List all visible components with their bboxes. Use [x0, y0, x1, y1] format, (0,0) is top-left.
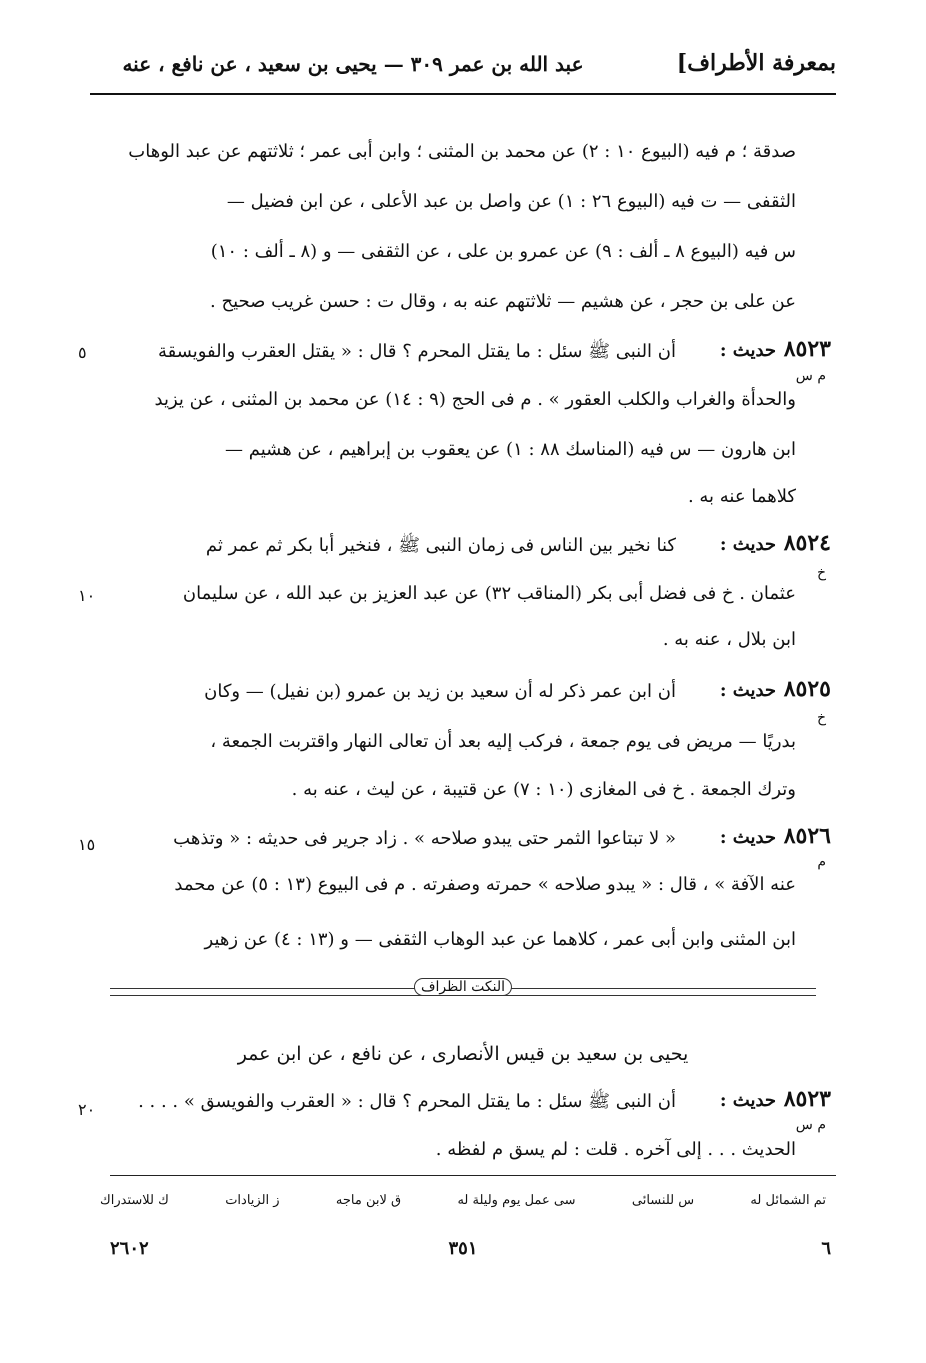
- legend-item: ق لابن ماجه: [335, 1193, 402, 1208]
- divider-label: النكت الظراف: [414, 978, 512, 996]
- legend-item: تم الشمائل له: [750, 1193, 826, 1208]
- text-line: أن النبى ﷺ سئل : ما يقتل المحرم ؟ قال : « يقتل العقرب والفويسقة: [157, 341, 676, 362]
- margin-line-number: ٥: [78, 343, 87, 362]
- margin-line-number: ١٠: [78, 586, 96, 605]
- header-right-title: بمعرفة الأطراف]: [676, 50, 836, 76]
- legend-item: ز الزيادات: [225, 1193, 280, 1208]
- hadith-number: ٨٥٢٦ حديث :: [719, 823, 831, 849]
- text-line: وترك الجمعة . خ فى المغازى (١٠ : ٧) عن قتيبة ، عن ليث ، عنه به .: [291, 779, 796, 800]
- text-line: س فيه (البيوع ٨ ـ ألف : ٩) عن عمرو بن على ، عن الثقفى — و (٨ ـ ألف : ١٠): [210, 241, 796, 262]
- header-center-title: عبد الله بن عمر ٣٠٩ — يحيى بن سعيد ، عن نافع ، عنه: [122, 52, 584, 76]
- hadith-number: ٨٥٢٣ حديث :: [719, 336, 831, 362]
- text-line: والحدأة والغراب والكلب العقور » . م فى الحج (٩ : ١٤) عن محمد بن المثنى ، عن يزيد: [154, 389, 796, 410]
- text-line: ابن المثنى وابن أبى عمر ، كلاهما عن عبد الوهاب الثقفى — و (١٣ : ٤) عن زهير: [204, 929, 796, 950]
- margin-sigla: خ: [816, 565, 826, 581]
- hadith-number: ٨٥٢٥ حديث :: [719, 676, 831, 702]
- margin-line-number: ١٥: [78, 835, 96, 854]
- text-line: عنه الآفة » ، قال : « يبدو صلاحه » حمرته وصفرته . م فى البيوع (١٣ : ٥) عن محمد: [174, 874, 796, 895]
- text-line: أن ابن عمر ذكر له أن سعيد بن زيد بن عمرو (بن نفيل) — وكان: [204, 681, 676, 702]
- text-line: ابن بلال ، عنه به .: [662, 629, 796, 650]
- hadith-number: ٨٥٢٣ حديث :: [719, 1086, 831, 1112]
- section-subtitle: يحيى بن سعيد بن قيس الأنصارى ، عن نافع ، عن ابن عمر: [237, 1043, 689, 1065]
- abbreviation-legend: [100, 1193, 826, 1208]
- text-line: « لا تبتاعوا الثمر حتى يبدو صلاحه » . زاد جرير فى حديثه : « وتذهب: [173, 828, 676, 849]
- footnote-rule: [110, 1175, 836, 1176]
- margin-sigla: م س: [795, 368, 826, 384]
- footer-volume-number: ٦: [821, 1238, 831, 1259]
- margin-sigla: م س: [795, 1117, 826, 1133]
- text-line: صدقة ؛ م فيه (البيوع ١٠ : ٢) عن محمد بن المثنى ؛ وابن أبى عمر ؛ ثلاثتهم عن عبد الوهاب: [128, 141, 796, 162]
- hadith-number: ٨٥٢٤ حديث :: [719, 530, 831, 556]
- text-line: الحديث . . . إلى آخره . قلت : لم يسق م لفظه .: [435, 1139, 796, 1160]
- text-line: عن على بن حجر ، عن هشيم — ثلاثتهم عنه به ، وقال ت : حسن غريب صحيح .: [210, 291, 796, 312]
- text-line: بدريًا — مريض فى يوم جمعة ، فركب إليه بعد أن تعالى النهار واقتربت الجمعة ،: [210, 731, 796, 752]
- margin-line-number: ٢٠: [78, 1100, 96, 1119]
- legend-item: ك للاستدراك: [100, 1193, 169, 1208]
- margin-sigla: م: [817, 854, 826, 870]
- text-line: كنا نخير بين الناس فى زمان النبى ﷺ ، فنخير أبا بكر ثم عمر ثم: [205, 535, 676, 556]
- text-line: أن النبى ﷺ سئل : ما يقتل المحرم ؟ قال : « العقرب والفويسق » . . . .: [138, 1091, 676, 1112]
- text-line: كلاهما عنه به .: [687, 486, 796, 507]
- text-line: عثمان . خ فى فضل أبى بكر (المناقب ٣٢) عن عبد العزيز بن عبد الله ، عن سليمان: [182, 583, 796, 604]
- running-header: [90, 50, 836, 90]
- text-line: ابن هارون — س فيه (المناسك ٨٨ : ١) عن يعقوب بن إبراهيم ، عن هشيم —: [225, 439, 796, 460]
- text-line: الثقفى — ت فيه (البيوع ٢٦ : ١) عن واصل بن عبد الأعلى ، عن ابن فضيل —: [226, 191, 796, 212]
- footer-running-number: ٢٦٠٢: [110, 1238, 149, 1259]
- margin-sigla: خ: [816, 710, 826, 726]
- legend-item: سى عمل يوم وليلة له: [457, 1193, 576, 1208]
- legend-item: س للنسائى: [631, 1193, 695, 1208]
- page-number: ٣٥١: [448, 1238, 478, 1259]
- header-rule: [90, 93, 836, 95]
